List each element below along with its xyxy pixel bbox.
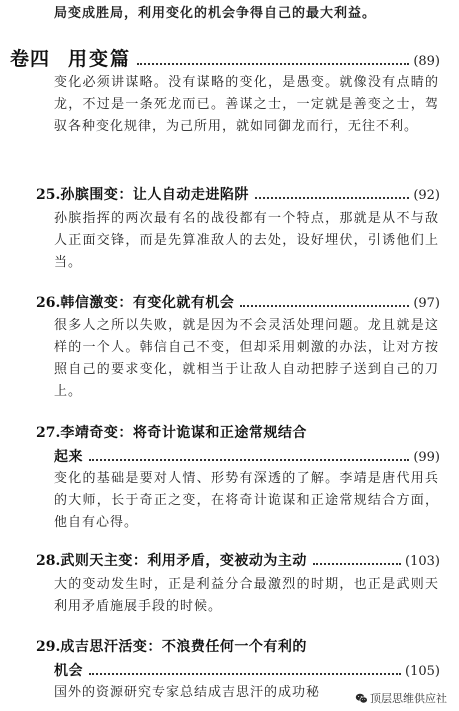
entry-number: 28. <box>36 553 61 569</box>
toc-entry-27-continued <box>54 446 440 466</box>
entry-description: 孙膑指挥的两次最有名的战役都有一个特点，那就是从不与敌人正面交锋，而是先算准敌人的去处，设好埋伏，引诱他们上当。 <box>54 211 439 270</box>
entry-number: 26. <box>36 295 61 311</box>
entry-page-number: (105) <box>405 664 440 679</box>
entry-title: 李靖奇变：将奇计诡谋和正途常规结合 <box>60 425 307 441</box>
dot-leader <box>313 562 401 565</box>
dot-leader <box>89 458 409 461</box>
entry-description: 国外的资源研究专家总结成吉思汗的成功秘 <box>54 685 321 700</box>
entry-description: 大的变动发生时，正是利益分合最激烈的时期，也正是武则天利用矛盾施展手段的时候。 <box>54 577 439 614</box>
toc-entry-29-continued <box>54 660 440 680</box>
watermark-text: 顶层思维供应社 <box>370 692 447 705</box>
dot-leader <box>89 672 401 675</box>
part-heading <box>10 44 440 70</box>
watermark <box>353 689 449 707</box>
entry-title-continued: 机会 <box>54 663 83 679</box>
part-label: 卷四 <box>10 48 51 70</box>
entry-page-number: (99) <box>413 450 440 465</box>
entry-number: 25. <box>36 187 61 203</box>
wechat-icon <box>355 692 368 705</box>
entry-page-number: (103) <box>405 554 440 569</box>
entry-description: 很多人之所以失败，就是因为不会灵活处理问题。龙且就是这样的一个人。韩信自己不变，但却采用刺激的办法，让对方按照自己的要求变化，就相当于让敌人自动把脖子送到自己的刀上。 <box>54 318 439 399</box>
entry-page-number: (97) <box>413 296 440 311</box>
entry-page-number: (92) <box>413 188 440 203</box>
toc-entry-29 <box>36 636 440 656</box>
part-description: 变化必须讲谋略。没有谋略的变化，是愚变。就像没有点睛的龙，不过是一条死龙而已。善谋之士，一定就是善变之士，驾驭各种变化规律，为己所用，就如同御龙而行，无往不利。 <box>54 75 439 134</box>
dot-leader <box>137 62 409 65</box>
entry-title-continued: 起来 <box>54 449 83 465</box>
toc-entry-25 <box>36 184 440 204</box>
toc-entry-28 <box>36 550 440 570</box>
entry-number: 27. <box>36 425 61 441</box>
part-title: 用变篇 <box>68 48 132 70</box>
entry-title: 武则天主变：利用矛盾，变被动为主动 <box>60 553 307 569</box>
entry-title: 成吉思汗活变：不浪费任何一个有利的 <box>60 639 307 655</box>
dot-leader <box>255 196 409 199</box>
part-page-number: (89) <box>413 54 440 69</box>
entry-description: 变化的基础是要对人情、形势有深透的了解。李靖是唐代用兵的大师，长于奇正之变，在将奇计诡谋和正途常规结合方面，他自有心得。 <box>54 471 439 530</box>
dot-leader <box>240 304 409 307</box>
entry-number: 29. <box>36 639 61 655</box>
entry-title: 韩信激变：有变化就有机会 <box>60 295 235 311</box>
entry-title: 孙膑围变：让人自动走进陷阱 <box>60 187 249 203</box>
previous-entry-tail: 局变成胜局，利用变化的机会争得自己的最大利益。 <box>54 6 377 21</box>
toc-entry-27 <box>36 422 440 442</box>
toc-entry-26 <box>36 292 440 312</box>
